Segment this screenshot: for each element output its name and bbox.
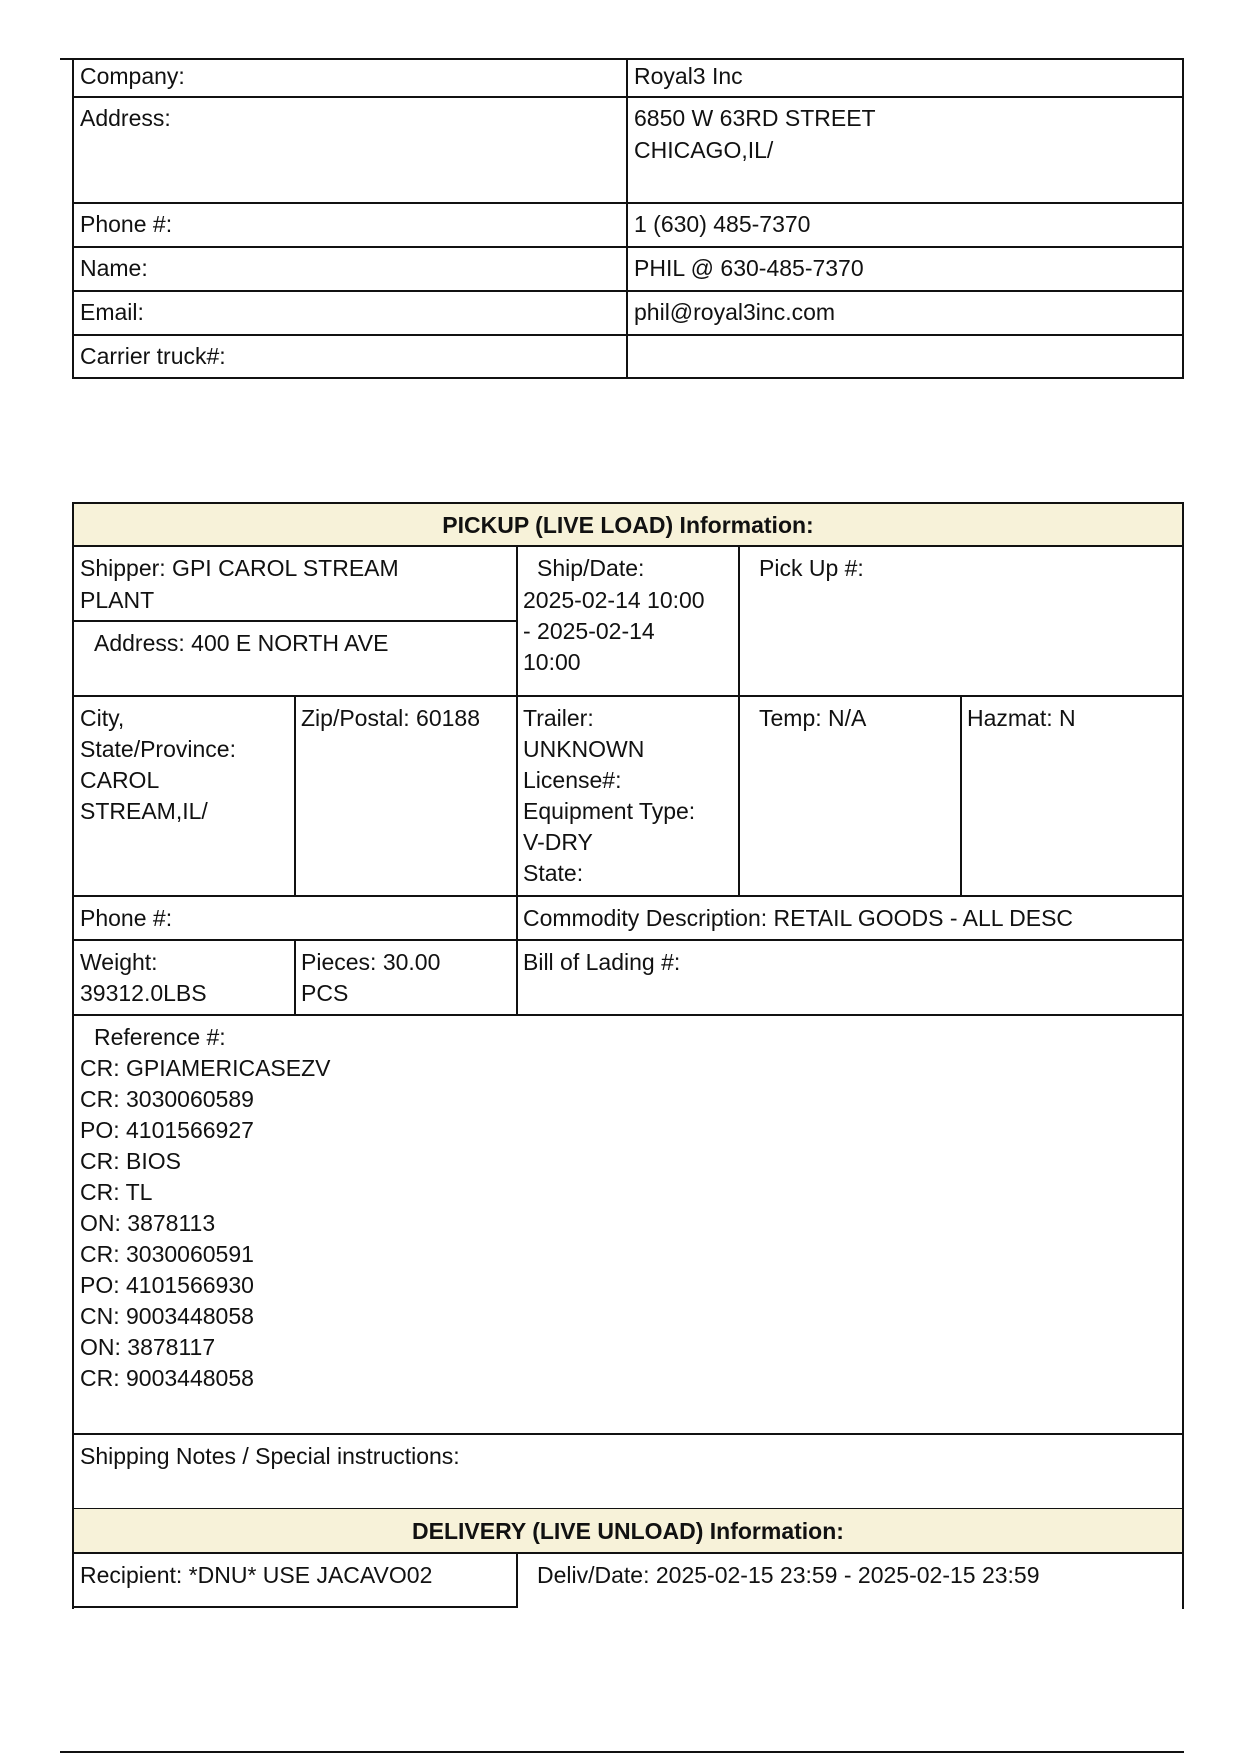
table-rule [72,1433,1184,1435]
equipment-type-label: Equipment Type: [523,798,696,824]
table-rule [72,290,1184,292]
table-rule [1182,58,1184,379]
table-rule [516,1552,518,1608]
table-rule [72,939,1184,941]
shipper-line2: PLANT [80,587,155,613]
table-rule [1182,1509,1184,1609]
table-rule [72,620,517,622]
address-label: Address: [80,105,171,131]
table-rule [72,545,1184,547]
table-rule [72,334,1184,336]
table-rule [72,1509,74,1609]
zip-postal: Zip/Postal: 60188 [301,705,481,731]
list-item: CR: 3030060591 [80,1241,254,1267]
table-rule [1182,502,1184,1510]
table-rule [72,202,1184,204]
pieces-line1: Pieces: 30.00 [301,949,441,975]
pieces-line2: PCS [301,980,349,1006]
recipient: Recipient: *DNU* USE JACAVO02 [80,1562,433,1588]
list-item: PO: 4101566930 [80,1272,254,1298]
weight-value: 39312.0LBS [80,980,207,1006]
pickup-header-band [72,502,1184,546]
list-item: CR: TL [80,1179,153,1205]
table-rule [72,502,1184,504]
delivery-header: DELIVERY (LIVE UNLOAD) Information: [412,1518,844,1544]
list-item: ON: 3878117 [80,1334,216,1360]
ship-date-label: Ship/Date: [537,555,645,581]
table-rule [294,939,296,1015]
pickup-address: Address: 400 E NORTH AVE [94,630,389,656]
list-item: CR: GPIAMERICASEZV [80,1055,331,1081]
pickup-number-label: Pick Up #: [759,555,864,581]
ship-date-line1: 2025-02-14 10:00 [523,587,705,613]
name-value: PHIL @ 630-485-7370 [634,255,864,281]
address-line1: 6850 W 63RD STREET [634,105,876,131]
bill-of-lading-label: Bill of Lading #: [523,949,681,975]
equipment-type-value: V-DRY [523,829,593,855]
list-item: PO: 4101566927 [80,1117,254,1143]
phone-label: Phone #: [80,211,173,237]
table-rule [72,1552,1184,1554]
shipping-notes-label: Shipping Notes / Special instructions: [80,1443,460,1469]
table-rule [516,545,518,1015]
table-rule [72,1606,518,1608]
email-value: phil@royal3inc.com [634,299,836,325]
reference-list [80,1053,580,1394]
phone-value: 1 (630) 485-7370 [634,211,811,237]
table-rule [72,58,1184,60]
reference-label: Reference #: [94,1024,226,1050]
list-item: CR: 9003448058 [80,1365,254,1391]
trailer-line2: UNKNOWN [523,736,645,762]
city-line3: CAROL [80,767,160,793]
table-rule [72,377,1184,379]
city-line4: STREAM,IL/ [80,798,208,824]
commodity-description: Commodity Description: RETAIL GOODS - ALL DESC [523,905,1074,931]
ship-date-line2: - 2025-02-14 [523,618,655,644]
list-item: CR: BIOS [80,1148,181,1174]
table-rule [72,695,1184,697]
list-item: CN: 9003448058 [80,1303,254,1329]
company-label: Company: [80,63,185,89]
city-line1: City, [80,705,125,731]
temp: Temp: N/A [759,705,867,731]
trailer-line1: Trailer: [523,705,594,731]
truck-label: Carrier truck#: [80,343,226,369]
table-rule [72,502,74,1510]
list-item: ON: 3878113 [80,1210,216,1236]
table-rule [626,58,628,379]
address-line2: CHICAGO,IL/ [634,137,774,163]
table-rule [72,1014,1184,1016]
table-rule [72,96,1184,98]
pickup-phone-label: Phone #: [80,905,173,931]
city-line2: State/Province: [80,736,236,762]
weight-label: Weight: [80,949,158,975]
delivery-header-band [72,1509,1184,1553]
table-rule [60,58,73,60]
table-rule [960,695,962,896]
list-item: CR: 3030060589 [80,1086,254,1112]
table-rule [294,695,296,896]
delivery-date: Deliv/Date: 2025-02-15 23:59 - 2025-02-15 23:59 [537,1562,1040,1588]
license-label: License#: [523,767,622,793]
pickup-header: PICKUP (LIVE LOAD) Information: [442,512,814,538]
state-label: State: [523,860,584,886]
ship-date-line3: 10:00 [523,649,581,675]
name-label: Name: [80,255,148,281]
table-rule [72,895,1184,897]
email-label: Email: [80,299,144,325]
shipper-line1: Shipper: GPI CAROL STREAM [80,555,399,581]
table-rule [72,246,1184,248]
table-rule [738,545,740,896]
company-value: Royal3 Inc [634,63,743,89]
table-rule [72,58,74,379]
page-footer-rule [60,1751,1184,1753]
hazmat: Hazmat: N [967,705,1076,731]
